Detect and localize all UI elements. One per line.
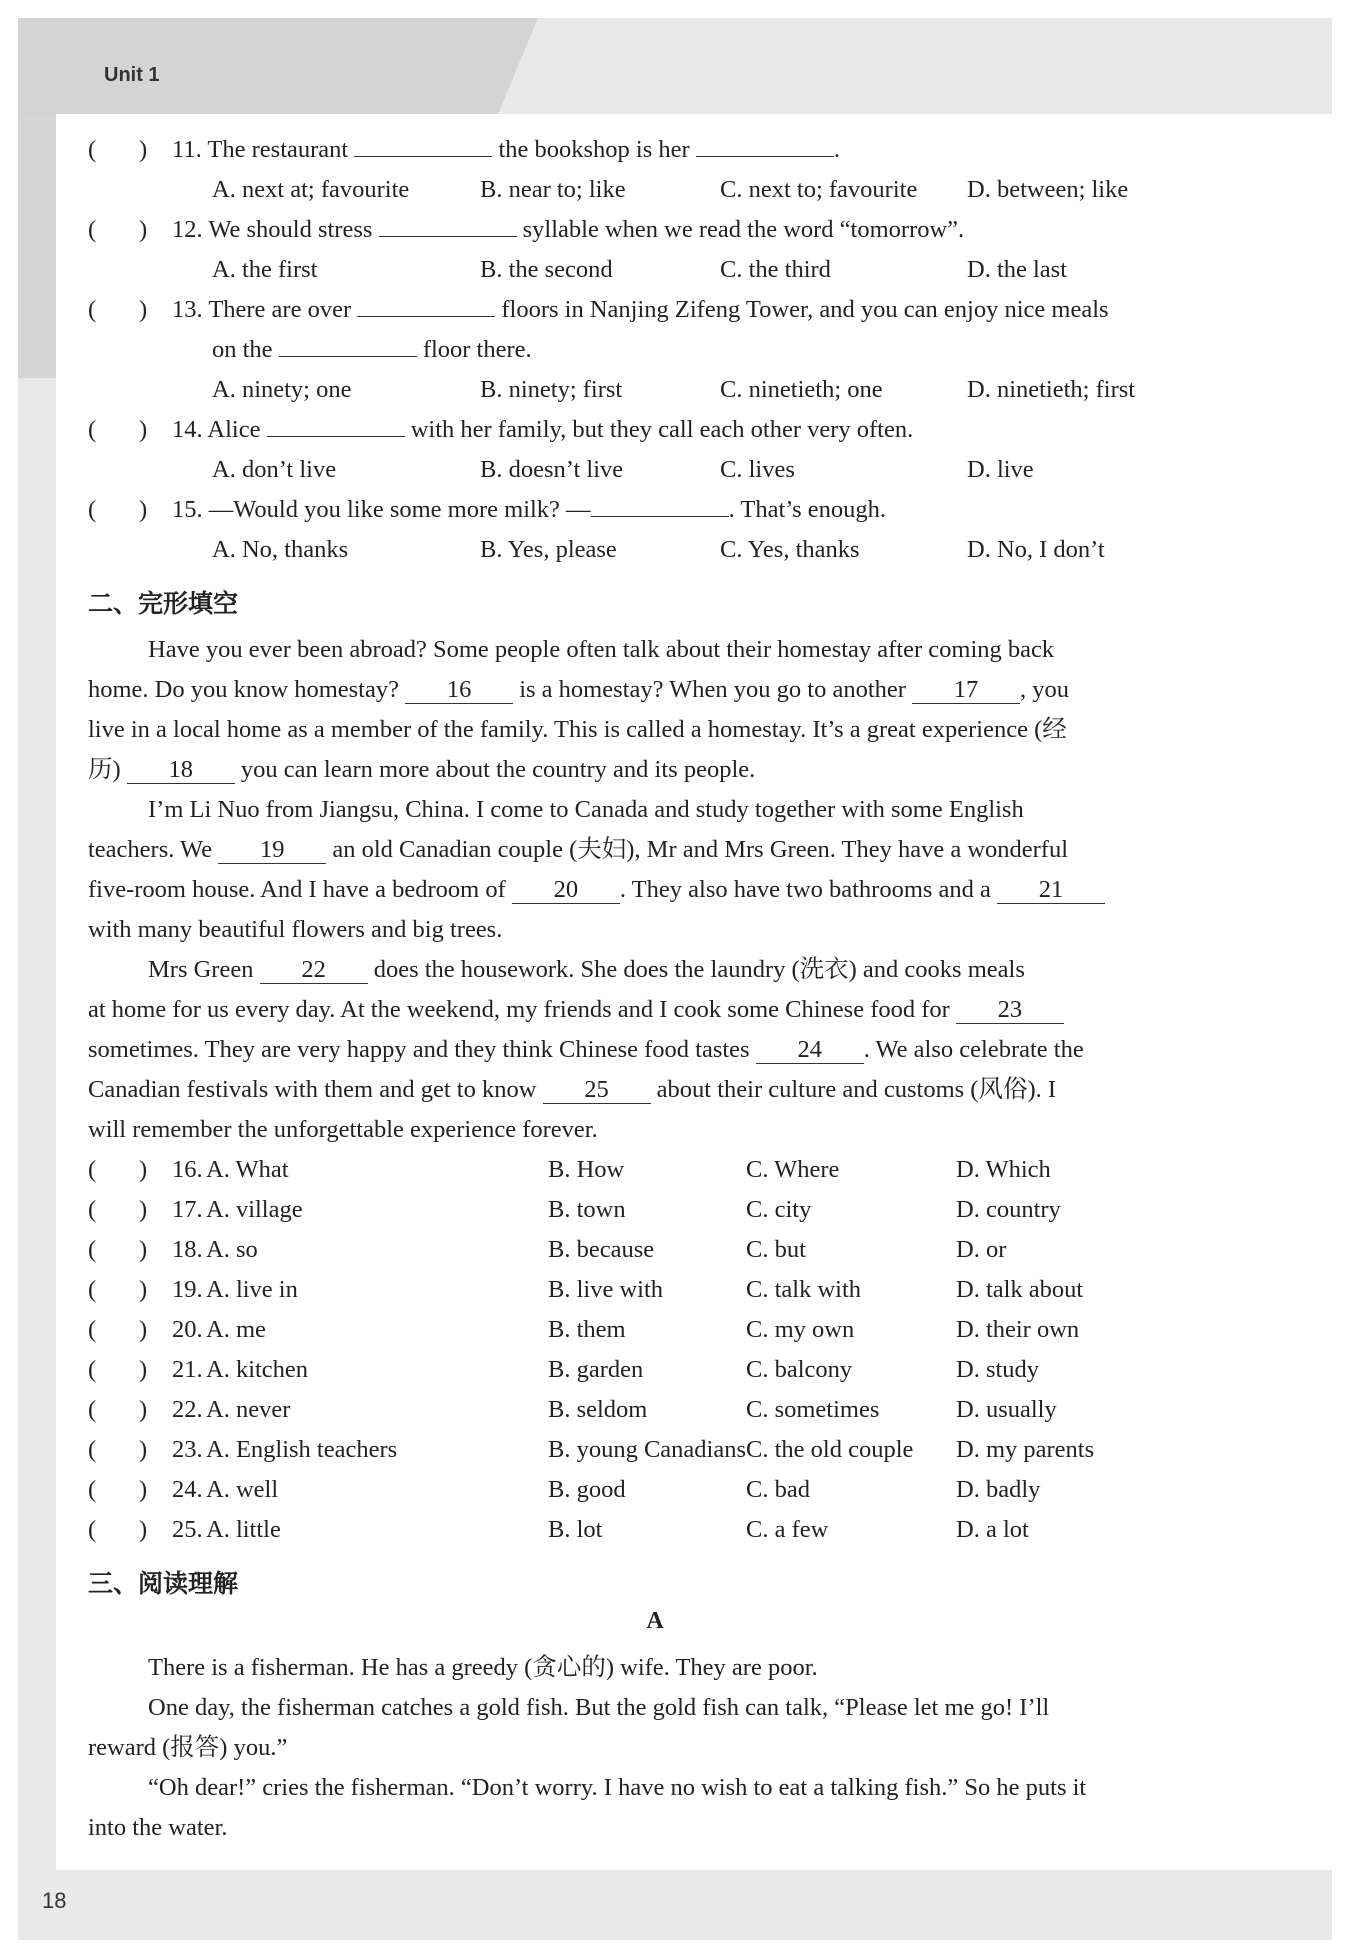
option-d[interactable]: D. the last <box>967 256 1068 283</box>
option-d[interactable]: D. live <box>967 456 1034 483</box>
option-c[interactable]: C. talk with <box>746 1276 862 1303</box>
question-11 <box>88 130 840 170</box>
text-line: There is a fisherman. He has a greedy (贪心的) wife. They are poor. <box>148 1654 818 1681</box>
option-b[interactable]: B. ninety; first <box>480 376 623 403</box>
question-number: 18. <box>172 1236 203 1263</box>
text-line: . They also have two bathrooms and a <box>619 876 991 903</box>
option-a[interactable]: A. well <box>206 1476 279 1503</box>
question-number: 13. <box>172 296 203 323</box>
question-number: 11. <box>172 136 202 163</box>
option-d[interactable]: D. No, I don’t <box>967 536 1105 563</box>
option-b[interactable]: B. the second <box>480 256 613 283</box>
question-number: 16. <box>172 1156 203 1183</box>
option-b[interactable]: B. good <box>548 1476 626 1503</box>
answer-bracket[interactable]: ( ) <box>88 296 148 323</box>
answer-bracket[interactable]: ( ) <box>88 136 148 163</box>
option-b[interactable]: B. near to; like <box>480 176 626 203</box>
option-d[interactable]: D. between; like <box>967 176 1129 203</box>
cloze-question-row <box>88 1310 1238 1350</box>
option-a[interactable]: A. What <box>206 1156 289 1183</box>
answer-bracket[interactable]: ( ) <box>88 1276 148 1303</box>
answer-bracket[interactable]: ( ) <box>88 416 148 443</box>
cloze-question-row <box>88 1350 1238 1390</box>
cloze-paragraph-2 <box>88 790 1223 950</box>
answer-blank[interactable] <box>357 294 495 317</box>
option-a[interactable]: A. never <box>206 1396 291 1423</box>
option-c[interactable]: C. bad <box>746 1476 810 1503</box>
text-line: at home for us every day. At the weekend, my friends and I cook some Chinese food for <box>88 996 950 1023</box>
option-a[interactable]: A. me <box>206 1316 266 1343</box>
options-11 <box>212 170 1212 210</box>
option-a[interactable]: A. next at; favourite <box>212 176 410 203</box>
question-stem: The restaurant <box>207 136 349 163</box>
cloze-blank-20[interactable]: 20 <box>512 877 620 904</box>
option-d[interactable]: D. or <box>956 1236 1007 1263</box>
option-b[interactable]: B. doesn’t live <box>480 456 624 483</box>
option-d[interactable]: D. Which <box>956 1156 1051 1183</box>
option-d[interactable]: D. ninetieth; first <box>967 376 1136 403</box>
question-stem: floor there. <box>422 336 532 363</box>
options-12 <box>212 250 1212 290</box>
option-c[interactable]: C. a few <box>746 1516 829 1543</box>
cloze-question-row <box>88 1150 1238 1190</box>
question-stem: Alice <box>207 416 261 443</box>
cloze-paragraph-3 <box>88 950 1223 1150</box>
answer-bracket[interactable]: ( ) <box>88 1396 148 1423</box>
text-line: Mrs Green <box>148 956 254 983</box>
cloze-blank-23[interactable]: 23 <box>956 997 1064 1024</box>
option-a[interactable]: A. village <box>206 1196 303 1223</box>
option-c[interactable]: C. Where <box>746 1156 840 1183</box>
cloze-question-row <box>88 1270 1238 1310</box>
section-heading-reading: 三、阅读理解 <box>88 1569 239 1598</box>
passage-title: A <box>646 1608 664 1634</box>
text-line: I’m Li Nuo from Jiangsu, China. I come to Canada and study together with some English <box>148 796 1024 823</box>
question-number: 12. <box>172 216 203 243</box>
option-c[interactable]: C. next to; favourite <box>720 176 918 203</box>
option-a[interactable]: A. kitchen <box>206 1356 309 1383</box>
text-line: home. Do you know homestay? <box>88 676 399 703</box>
question-stem: the bookshop is her <box>498 136 690 163</box>
unit-label: Unit 1 <box>104 64 160 86</box>
answer-blank[interactable] <box>591 494 729 517</box>
text-line: an old Canadian couple (夫妇), Mr and Mrs Green. They have a wonderful <box>332 836 1069 863</box>
text-line: Have you ever been abroad? Some people often talk about their homestay after coming back <box>148 636 1055 663</box>
text-line: with many beautiful flowers and big trees. <box>88 916 503 943</box>
text-line: five-room house. And I have a bedroom of <box>88 876 506 903</box>
text-line: is a homestay? When you go to another <box>519 676 906 703</box>
text-line: 历) <box>88 756 121 783</box>
text-line: live in a local home as a member of the family. This is called a homestay. It’s a great experience (经 <box>88 716 1067 743</box>
question-stem: We should stress <box>208 216 373 243</box>
text-line: sometimes. They are very happy and they think Chinese food tastes <box>88 1036 750 1063</box>
question-13 <box>88 290 1109 330</box>
option-c[interactable]: C. city <box>746 1196 812 1223</box>
text-line: you can learn more about the country and its people. <box>240 756 756 783</box>
text-line: will remember the unforgettable experience forever. <box>88 1116 598 1143</box>
cloze-blank-25[interactable]: 25 <box>543 1077 651 1104</box>
options-13 <box>212 370 1212 410</box>
question-number: 14. <box>172 416 203 443</box>
question-stem: . That’s enough. <box>728 496 886 523</box>
option-a[interactable]: A. little <box>206 1516 281 1543</box>
options-15 <box>212 530 1212 570</box>
answer-bracket[interactable]: ( ) <box>88 1156 148 1183</box>
option-c[interactable]: C. Yes, thanks <box>720 536 860 563</box>
option-b[interactable]: B. seldom <box>548 1396 648 1423</box>
question-number: 20. <box>172 1316 203 1343</box>
answer-bracket[interactable]: ( ) <box>88 216 148 243</box>
option-a[interactable]: A. ninety; one <box>212 376 352 403</box>
option-d[interactable]: D. country <box>956 1196 1061 1223</box>
question-number: 25. <box>172 1516 203 1543</box>
question-stem: syllable when we read the word “tomorrow”. <box>522 216 965 243</box>
cloze-question-row <box>88 1390 1238 1430</box>
header-band <box>18 18 538 118</box>
question-15 <box>88 490 886 530</box>
answer-bracket[interactable]: ( ) <box>88 1196 148 1223</box>
cloze-blank-16[interactable]: 16 <box>405 677 513 704</box>
question-number: 15. <box>172 496 203 523</box>
option-b[interactable]: B. lot <box>548 1516 603 1543</box>
answer-blank[interactable] <box>696 134 834 157</box>
options-14 <box>212 450 1212 490</box>
text-line: One day, the fisherman catches a gold fish. But the gold fish can talk, “Please let me go! I’ll <box>148 1694 1050 1721</box>
option-c[interactable]: C. sometimes <box>746 1396 880 1423</box>
option-b[interactable]: B. because <box>548 1236 655 1263</box>
cloze-question-row <box>88 1190 1238 1230</box>
page-number: 18 <box>42 1888 67 1913</box>
option-d[interactable]: D. badly <box>956 1476 1041 1503</box>
question-stem: with her family, but they call each other very often. <box>410 416 914 443</box>
answer-bracket[interactable]: ( ) <box>88 1516 148 1543</box>
answer-bracket[interactable]: ( ) <box>88 1316 148 1343</box>
text-line: does the housework. She does the laundry (洗衣) and cooks meals <box>373 956 1025 983</box>
cloze-question-row <box>88 1230 1238 1270</box>
option-c[interactable]: C. my own <box>746 1316 855 1343</box>
cloze-blank-17[interactable]: 17 <box>912 677 1020 704</box>
question-number: 17. <box>172 1196 203 1223</box>
option-c[interactable]: C. the third <box>720 256 831 283</box>
text-line: “Oh dear!” cries the fisherman. “Don’t worry. I have no wish to eat a talking fish.” So he puts it <box>148 1774 1087 1801</box>
option-a[interactable]: A. live in <box>206 1276 298 1303</box>
answer-blank[interactable] <box>379 214 517 237</box>
text-line: reward (报答) you.” <box>88 1734 288 1761</box>
option-c[interactable]: C. ninetieth; one <box>720 376 883 403</box>
cloze-paragraph-1 <box>88 630 1223 790</box>
question-number: 19. <box>172 1276 203 1303</box>
option-a[interactable]: A. No, thanks <box>212 536 349 563</box>
question-number: 24. <box>172 1476 203 1503</box>
question-stem: on the <box>212 336 273 363</box>
reading-passage <box>88 1648 1223 1848</box>
option-b[interactable]: B. garden <box>548 1356 644 1383</box>
question-stem: —Would you like some more milk? — <box>208 496 591 523</box>
option-d[interactable]: D. study <box>956 1356 1040 1383</box>
option-b[interactable]: B. Yes, please <box>480 536 617 563</box>
answer-bracket[interactable]: ( ) <box>88 1476 148 1503</box>
option-c[interactable]: C. balcony <box>746 1356 853 1383</box>
text-line: Canadian festivals with them and get to know <box>88 1076 537 1103</box>
text-line: . We also celebrate the <box>863 1036 1084 1063</box>
option-c[interactable]: C. lives <box>720 456 795 483</box>
option-c[interactable]: C. but <box>746 1236 806 1263</box>
text-line: teachers. We <box>88 836 213 863</box>
cloze-blank-22[interactable]: 22 <box>260 957 368 984</box>
cloze-blank-18[interactable]: 18 <box>127 757 235 784</box>
option-b[interactable]: B. town <box>548 1196 626 1223</box>
cloze-blank-24[interactable]: 24 <box>756 1037 864 1064</box>
text-line: , you <box>1020 676 1070 703</box>
section-heading-cloze: 二、完形填空 <box>88 589 239 618</box>
question-stem: . <box>833 136 840 163</box>
answer-bracket[interactable]: ( ) <box>88 496 148 523</box>
question-12 <box>88 210 964 250</box>
option-a[interactable]: A. English teachers <box>206 1436 398 1463</box>
option-b[interactable]: B. How <box>548 1156 625 1183</box>
question-number: 21. <box>172 1356 203 1383</box>
side-shade <box>18 118 56 378</box>
answer-bracket[interactable]: ( ) <box>88 1436 148 1463</box>
cloze-blank-21[interactable]: 21 <box>997 877 1105 904</box>
option-d[interactable]: D. my parents <box>956 1436 1095 1463</box>
answer-bracket[interactable]: ( ) <box>88 1236 148 1263</box>
question-14 <box>88 410 913 450</box>
option-d[interactable]: D. a lot <box>956 1516 1029 1543</box>
cloze-blank-19[interactable]: 19 <box>218 837 326 864</box>
option-c[interactable]: C. the old couple <box>746 1436 914 1463</box>
option-b[interactable]: B. young Canadians <box>548 1436 747 1463</box>
text-line: about their culture and customs (风俗). I <box>656 1076 1057 1103</box>
option-d[interactable]: D. usually <box>956 1396 1057 1423</box>
question-13-line2 <box>212 330 532 370</box>
cloze-question-row <box>88 1510 1238 1550</box>
cloze-question-row <box>88 1470 1238 1510</box>
answer-blank[interactable] <box>267 414 405 437</box>
option-b[interactable]: B. them <box>548 1316 626 1343</box>
option-a[interactable]: A. don’t live <box>212 456 337 483</box>
question-stem: There are over <box>208 296 352 323</box>
question-stem: floors in Nanjing Zifeng Tower, and you can enjoy nice meals <box>501 296 1109 323</box>
option-a[interactable]: A. the first <box>212 256 318 283</box>
option-d[interactable]: D. their own <box>956 1316 1080 1343</box>
question-number: 23. <box>172 1436 203 1463</box>
cloze-question-row <box>88 1430 1238 1470</box>
option-b[interactable]: B. live with <box>548 1276 664 1303</box>
answer-bracket[interactable]: ( ) <box>88 1356 148 1383</box>
option-d[interactable]: D. talk about <box>956 1276 1084 1303</box>
option-a[interactable]: A. so <box>206 1236 258 1263</box>
question-number: 22. <box>172 1396 203 1423</box>
text-line: into the water. <box>88 1814 228 1841</box>
answer-blank[interactable] <box>279 334 417 357</box>
answer-blank[interactable] <box>354 134 492 157</box>
